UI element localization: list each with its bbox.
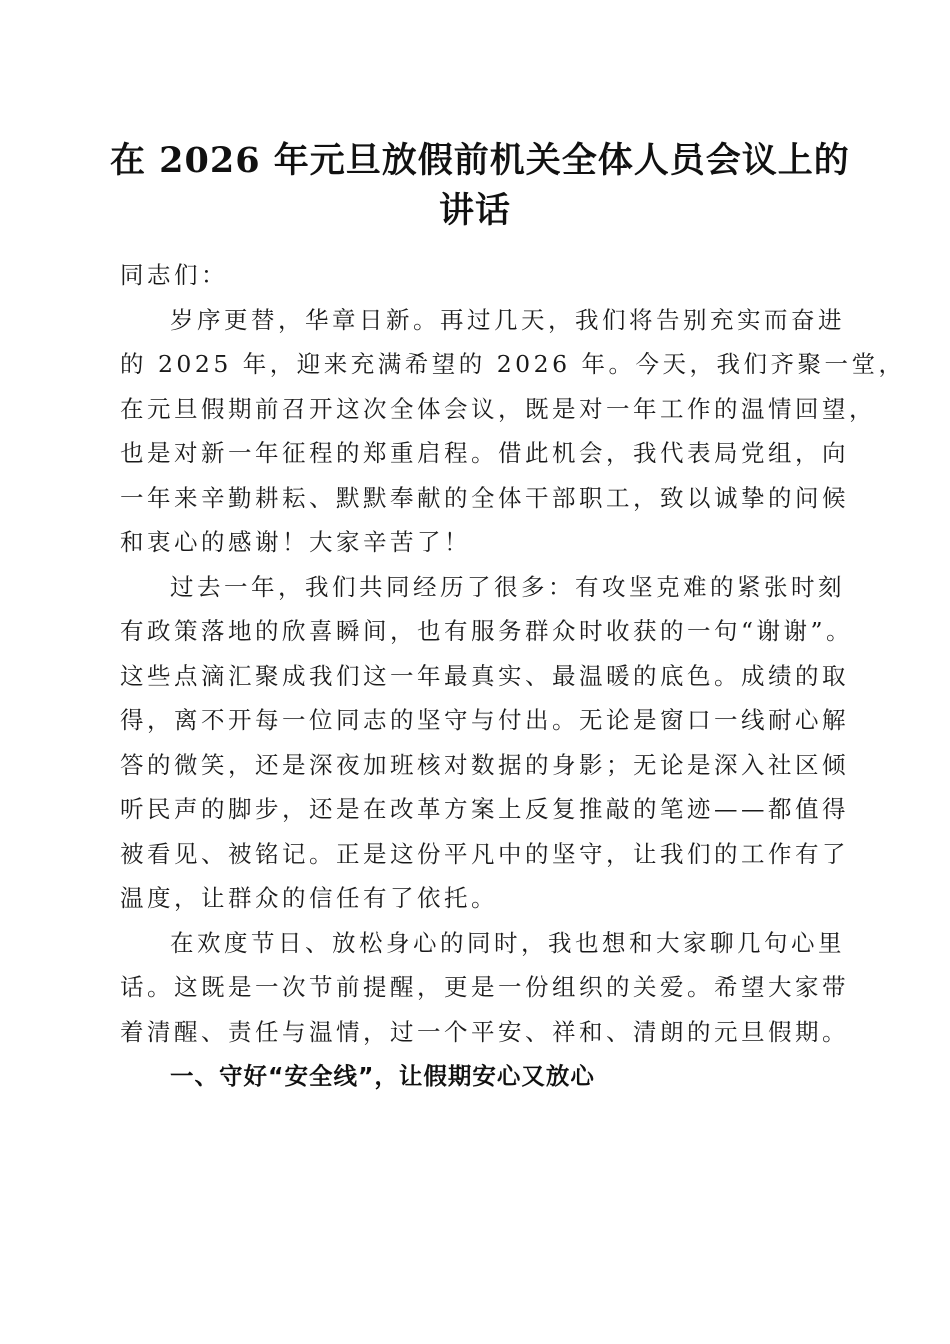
paragraph-line: 在欢度节日、放松身心的同时，我也想和大家聊几句心里	[170, 928, 845, 957]
paragraph-line: 这些点滴汇聚成我们这一年最真实、最温暖的底色。成绩的取	[120, 661, 849, 690]
paragraph-line: 也是对新一年征程的郑重启程。借此机会，我代表局党组，向	[120, 439, 849, 467]
title-line-2: 讲话	[438, 190, 511, 231]
paragraph-line: 答的微笑，还是深夜加班核对数据的身影；无论是深入社区倾	[120, 750, 849, 779]
paragraph-line: 被看见、被铭记。正是这份平凡中的坚守，让我们的工作有了	[120, 839, 849, 868]
paragraph-line: 温度，让群众的信任有了依托。	[120, 884, 498, 912]
paragraph-line: 听民声的脚步，还是在改革方案上反复推敲的笔迹——都值得	[120, 795, 849, 823]
paragraph-line: 和衷心的感谢！大家辛苦了！	[120, 528, 471, 556]
paragraph-2	[120, 565, 854, 921]
document-title	[110, 136, 850, 236]
paragraph-line: 在元旦假期前召开这次全体会议，既是对一年工作的温情回望，	[120, 394, 876, 423]
paragraph-line: 话。这既是一次节前提醒，更是一份组织的关爱。希望大家带	[120, 973, 849, 1001]
paragraph-1	[120, 298, 906, 565]
paragraph-line: 得，离不开每一位同志的坚守与付出。无论是窗口一线耐心解	[120, 706, 849, 734]
paragraph-line: 岁序更替，华章日新。再过几天，我们将告别充实而奋进	[170, 305, 845, 334]
paragraph-line: 过去一年，我们共同经历了很多：有攻坚克难的紧张时刻	[170, 572, 845, 601]
section-heading: 一、守好“安全线”，让假期安心又放心	[170, 1062, 595, 1090]
salutation: 同志们：	[120, 261, 228, 289]
title-line-1: 在 2026 年元旦放假前机关全体人员会议上的	[110, 140, 850, 181]
document-body	[120, 253, 906, 1099]
paragraph-line: 一年来辛勤耕耘、默默奉献的全体干部职工，致以诚挚的问候	[120, 483, 849, 512]
paragraph-line: 着清醒、责任与温情，过一个平安、祥和、清朗的元旦假期。	[120, 1017, 849, 1046]
paragraph-line: 的 2025 年，迎来充满希望的 2026 年。今天，我们齐聚一堂，	[120, 350, 906, 378]
paragraph-line: 有政策落地的欣喜瞬间，也有服务群众时收获的一句“谢谢”。	[120, 617, 854, 645]
paragraph-3	[120, 921, 849, 1055]
